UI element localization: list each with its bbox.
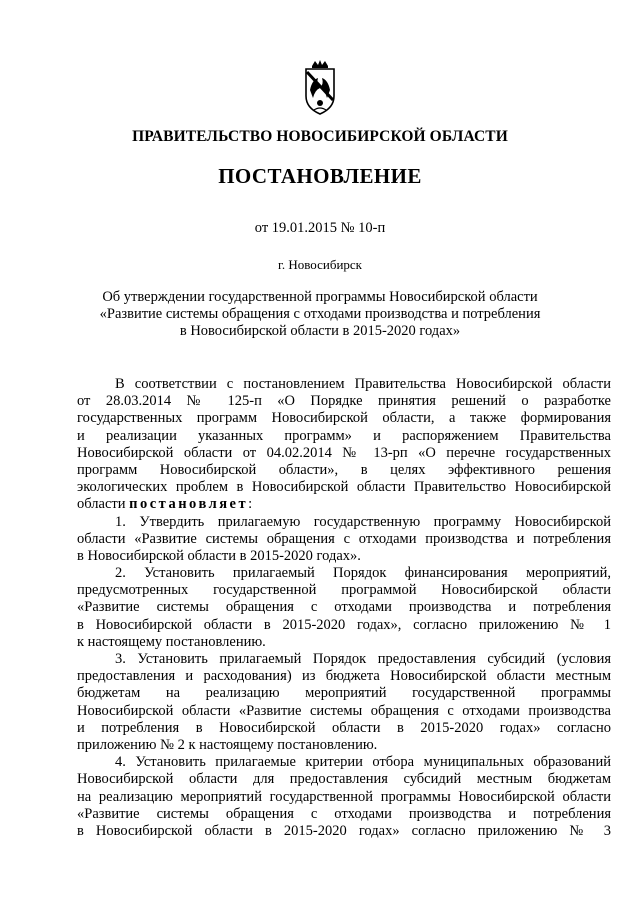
date-number: от 19.01.2015 № 10-п (254, 220, 386, 236)
title-line: «Развитие системы обращения с отходами производства и потребления (99, 306, 541, 323)
body-line: Новосибирской области от 04.02.2014 № 13-рп «О перечне государственных (77, 444, 611, 461)
body-line: 2. Установить прилагаемый Порядок финансирования мероприятий, (115, 565, 611, 582)
organization-name: ПРАВИТЕЛЬСТВО НОВОСИБИРСКОЙ ОБЛАСТИ (132, 128, 508, 145)
body-line-resolves (77, 496, 611, 513)
body-line: предоставления и расходования) из бюджета Новосибирской области местным (77, 668, 611, 685)
document-type: ПОСТАНОВЛЕНИЕ (218, 164, 422, 188)
body-line: к настоящему постановлению. (77, 633, 266, 650)
body-line: в Новосибирской области в 2015-2020 годах». (77, 547, 361, 564)
body-line: Новосибирской области «Развитие системы обращения с отходами производства (77, 702, 611, 719)
body-line: экологических проблем в Новосибирской области Правительство Новосибирской (77, 479, 611, 496)
body-line: области (77, 496, 126, 513)
body-line: приложению № 2 к настоящему постановлению. (77, 736, 378, 753)
body-line: области «Развитие системы обращения с отходами производства и потребления (77, 530, 611, 547)
body-line: Новосибирской области для предоставления субсидий местным бюджетам (77, 771, 611, 788)
body-line: «Развитие системы обращения с отходами производства и потребления (77, 599, 611, 616)
novosibirsk-coat-of-arms-icon (300, 60, 340, 116)
body-line: В соответствии с постановлением Правительства Новосибирской области (115, 376, 611, 392)
body-line: и реализации указанных программ» и распоряжением Правительства (77, 427, 611, 444)
body-line: 1. Утвердить прилагаемую государственную программу Новосибирской (115, 513, 611, 530)
body-line: 3. Установить прилагаемый Порядок предоставления субсидий (условия (115, 651, 611, 667)
body-line: бюджетам на реализацию мероприятий государственной программы (77, 685, 611, 702)
document-title (0, 289, 640, 341)
resolves-word: постановляет (129, 496, 249, 513)
body-line: и потребления в Новосибирской области в 2015-2020 годах» согласно (77, 719, 611, 736)
title-line: в Новосибирской области в 2015-2020 годах» (179, 323, 461, 340)
body-line: в Новосибирской области в 2015-2020 годах» согласно приложению № 3 (77, 822, 611, 839)
body-line: от 28.03.2014 № 125-п «О Порядке принятия решений о разработке (77, 393, 611, 410)
body-line: в Новосибирской области в 2015-2020 годах», согласно приложению № 1 (77, 616, 611, 633)
body-line: программ Новосибирской области», в целях эффективного решения (77, 461, 611, 478)
city: г. Новосибирск (277, 257, 362, 272)
body-line: «Развитие системы обращения с отходами производства и потребления (77, 805, 611, 822)
body-line: предусмотренных государственной программой Новосибирской области (77, 582, 611, 599)
resolves-colon: : (248, 496, 253, 513)
title-line: Об утверждении государственной программы Новосибирской области (102, 289, 538, 305)
body-line: государственных программ Новосибирской области, а также формирования (77, 410, 611, 427)
body-line: 4. Установить прилагаемые критерии отбора муниципальных образований (115, 754, 611, 771)
document-body (77, 376, 611, 840)
body-line: на реализацию мероприятий государственной программы Новосибирской области (77, 788, 611, 805)
